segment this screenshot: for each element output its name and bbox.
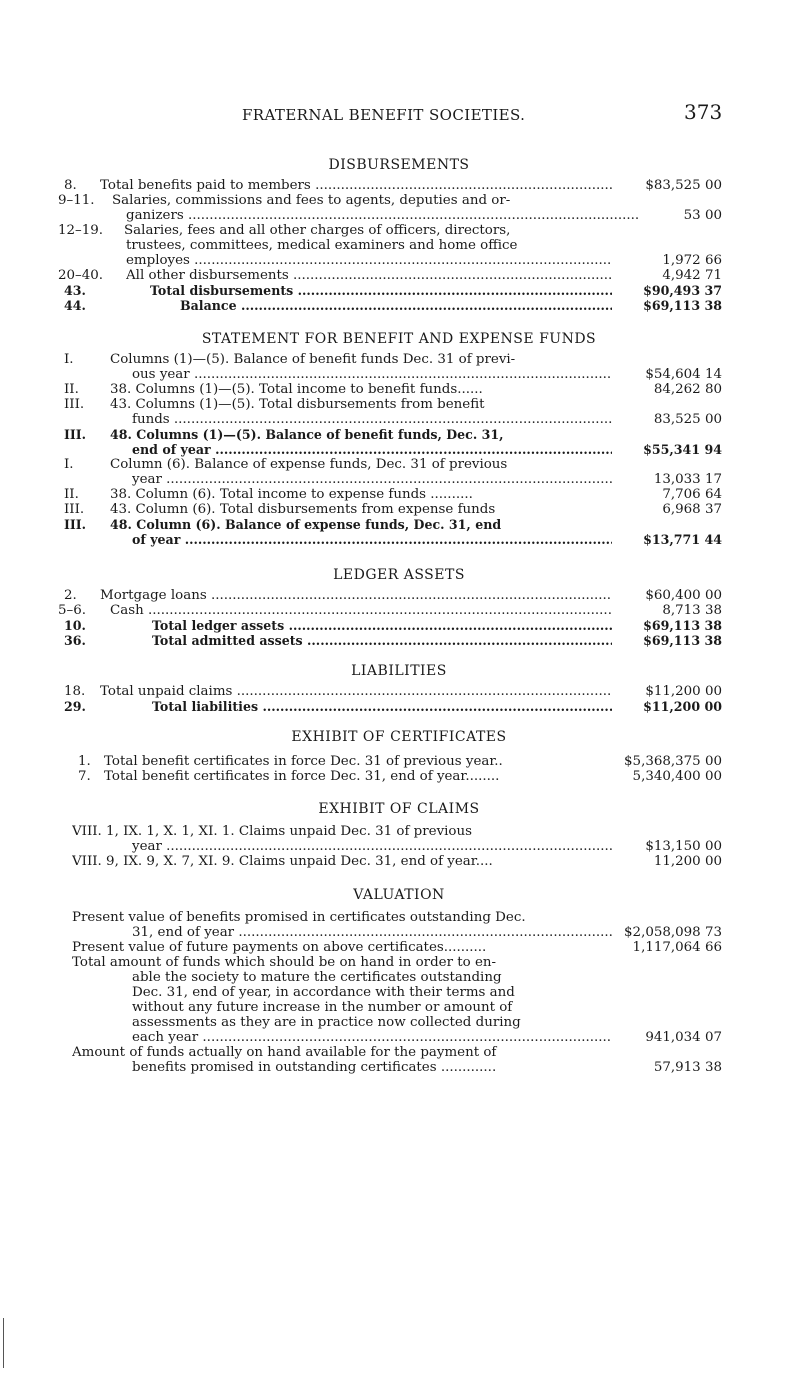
line-label: Total amount of funds which should be on hand in order to en- xyxy=(72,955,497,970)
line-label: 48. Columns (1)—(5). Balance of benefit funds, Dec. 31, xyxy=(110,427,504,442)
line-label: ganizers ..... xyxy=(68,208,638,223)
section-title: VALUATION xyxy=(353,887,445,903)
line-label: All other disbursements ..... xyxy=(126,268,612,283)
line-amount: 1,972 66 xyxy=(662,253,722,268)
line-label: employes ..... xyxy=(126,253,612,268)
table-row xyxy=(0,588,798,603)
line-label: Balance ..... xyxy=(180,298,612,313)
line-label: Total benefit certificates in force Dec. 31 of previous year.. xyxy=(104,754,503,769)
table-row xyxy=(0,769,798,784)
table-row xyxy=(0,633,798,648)
line-number: III. xyxy=(64,427,87,442)
table-row xyxy=(0,427,798,442)
liabilities-section xyxy=(0,662,798,714)
table-row xyxy=(0,824,798,839)
table-row xyxy=(0,472,798,487)
line-label: Total ledger assets ..... xyxy=(152,618,612,633)
line-label: each year ..... xyxy=(132,1030,612,1045)
line-amount: 8,713 38 xyxy=(662,603,722,618)
line-label: VIII. 1, IX. 1, X. 1, XI. 1. Claims unpaid Dec. 31 of previous xyxy=(72,824,472,839)
line-label: Amount of funds actually on hand available for the payment of xyxy=(72,1045,497,1060)
line-label: Present value of benefits promised in certificates outstanding Dec. xyxy=(72,910,526,925)
table-row xyxy=(0,925,798,940)
line-amount: $13,771 44 xyxy=(643,532,722,547)
line-number: III. xyxy=(64,517,87,532)
line-label: Dec. 31, end of year, in accordance with their terms and xyxy=(132,985,515,1000)
line-number: 1. xyxy=(78,754,91,769)
line-number: 43. xyxy=(64,283,86,298)
line-label: Cash ..... xyxy=(110,603,612,618)
line-number: III. xyxy=(64,397,85,412)
table-row xyxy=(0,1045,798,1060)
table-row xyxy=(0,854,798,869)
line-label: 43. Columns (1)—(5). Total disbursements from benefit xyxy=(110,397,485,412)
line-amount: 5,340,400 00 xyxy=(632,769,722,784)
table-row xyxy=(0,457,798,472)
line-amount: 4,942 71 xyxy=(662,268,722,283)
table-row xyxy=(0,684,798,699)
ledger-section xyxy=(0,566,798,648)
line-label: without any future increase in the number or amount of xyxy=(132,1000,513,1015)
line-label: trustees, committees, medical examiners and home office xyxy=(126,238,518,253)
line-label: Mortgage loans ..... xyxy=(100,588,612,603)
table-row xyxy=(0,487,798,502)
line-label: 31, end of year ..... xyxy=(132,925,612,940)
table-row xyxy=(0,298,798,313)
line-amount: $60,400 00 xyxy=(645,588,722,603)
line-label: Total benefits paid to members ..... xyxy=(100,178,612,193)
table-row xyxy=(0,1015,798,1030)
line-label: of year ..... xyxy=(132,532,612,547)
line-label: year ..... xyxy=(132,839,612,854)
table-row xyxy=(0,208,798,223)
line-label: Total unpaid claims ..... xyxy=(100,684,612,699)
line-label: Total disbursements ..... xyxy=(150,283,612,298)
line-amount: 53 00 xyxy=(683,208,722,223)
line-amount: $11,200 00 xyxy=(643,699,722,714)
table-row xyxy=(0,1060,798,1075)
table-row xyxy=(0,268,798,283)
line-label: Salaries, commissions and fees to agents, deputies and or- xyxy=(112,193,511,208)
line-amount: 7,706 64 xyxy=(662,487,722,502)
section-title: EXHIBIT OF CLAIMS xyxy=(318,801,480,817)
section-title: STATEMENT FOR BENEFIT AND EXPENSE FUNDS xyxy=(201,331,597,347)
line-amount: $55,341 94 xyxy=(643,442,722,457)
table-row xyxy=(0,754,798,769)
line-number: 8. xyxy=(64,178,77,193)
line-amount: $69,113 38 xyxy=(643,298,722,313)
line-number: I. xyxy=(64,352,74,367)
line-amount: $2,058,098 73 xyxy=(624,925,722,940)
page-title: FRATERNAL BENEFIT SOCIETIES. xyxy=(242,106,526,124)
line-number: 2. xyxy=(64,588,77,603)
table-row xyxy=(0,532,798,547)
running-head xyxy=(0,100,798,130)
line-label: 38. Column (6). Total income to expense funds .......... xyxy=(110,487,473,502)
table-row xyxy=(0,382,798,397)
line-amount: $83,525 00 xyxy=(645,178,722,193)
line-label: Columns (1)—(5). Balance of benefit funds Dec. 31 of previ- xyxy=(110,352,516,367)
line-number: 29. xyxy=(64,699,86,714)
table-row xyxy=(0,517,798,532)
line-label: funds ..... xyxy=(132,412,612,427)
line-number: 36. xyxy=(64,633,86,648)
line-label: 38. Columns (1)—(5). Total income to benefit funds...... xyxy=(110,382,483,397)
line-amount: $13,150 00 xyxy=(645,839,722,854)
table-row xyxy=(0,1030,798,1045)
section-title: DISBURSEMENTS xyxy=(328,157,470,173)
section-title: EXHIBIT OF CERTIFICATES xyxy=(291,729,507,745)
valuation-section xyxy=(0,886,798,1075)
section-title: LIABILITIES xyxy=(351,663,447,679)
line-number: I. xyxy=(64,457,74,472)
line-label: 43. Column (6). Total disbursements from expense funds xyxy=(110,502,496,517)
line-amount: $90,493 37 xyxy=(643,283,722,298)
line-label: benefits promised in outstanding certificates ............. xyxy=(132,1060,497,1075)
section-title: LEDGER ASSETS xyxy=(333,567,465,583)
line-amount: $5,368,375 00 xyxy=(624,754,722,769)
line-number: II. xyxy=(64,382,79,397)
table-row xyxy=(0,618,798,633)
table-row xyxy=(0,178,798,193)
certificates-section xyxy=(0,728,798,784)
line-label: able the society to mature the certificates outstanding xyxy=(132,970,502,985)
line-label: Total benefit certificates in force Dec. 31, end of year........ xyxy=(104,769,500,784)
line-label: end of year ..... xyxy=(132,442,612,457)
table-row xyxy=(0,910,798,925)
table-row xyxy=(0,223,798,238)
table-row xyxy=(0,253,798,268)
table-row xyxy=(0,367,798,382)
line-label: ous year ..... xyxy=(132,367,612,382)
line-amount: 1,117,064 66 xyxy=(632,940,722,955)
funds-section xyxy=(0,330,798,547)
line-amount: 83,525 00 xyxy=(653,412,722,427)
line-label: Salaries, fees and all other charges of officers, directors, xyxy=(124,223,511,238)
line-label: Column (6). Balance of expense funds, Dec. 31 of previous xyxy=(110,457,508,472)
table-row xyxy=(0,238,798,253)
line-amount: 84,262 80 xyxy=(653,382,722,397)
line-label: VIII. 9, IX. 9, X. 7, XI. 9. Claims unpaid Dec. 31, end of year.... xyxy=(72,854,493,869)
table-row xyxy=(0,1000,798,1015)
table-row xyxy=(0,352,798,367)
line-amount: 13,033 17 xyxy=(653,472,722,487)
line-number: 20–40. xyxy=(58,268,104,283)
table-row xyxy=(0,603,798,618)
table-row xyxy=(0,955,798,970)
line-label: assessments as they are in practice now collected during xyxy=(132,1015,521,1030)
claims-section xyxy=(0,800,798,869)
line-number: 18. xyxy=(64,684,86,699)
table-row xyxy=(0,193,798,208)
line-number: 5–6. xyxy=(58,603,86,618)
line-label: 48. Column (6). Balance of expense funds, Dec. 31, end xyxy=(110,517,502,532)
line-amount: 6,968 37 xyxy=(662,502,722,517)
table-row xyxy=(0,442,798,457)
line-amount: 11,200 00 xyxy=(653,854,722,869)
table-row xyxy=(0,699,798,714)
table-row xyxy=(0,985,798,1000)
line-label: Total admitted assets ..... xyxy=(152,633,612,648)
binding-edge-mark xyxy=(3,1318,4,1368)
table-row xyxy=(0,283,798,298)
page-number: 373 xyxy=(684,100,723,124)
line-amount: $54,604 14 xyxy=(645,367,722,382)
line-label: year ..... xyxy=(132,472,612,487)
line-number: 10. xyxy=(64,618,86,633)
line-number: 12–19. xyxy=(58,223,104,238)
table-row xyxy=(0,839,798,854)
line-number: 7. xyxy=(78,769,91,784)
table-row xyxy=(0,970,798,985)
line-amount: 941,034 07 xyxy=(645,1030,722,1045)
line-label: Total liabilities ..... xyxy=(152,699,612,714)
table-row xyxy=(0,412,798,427)
line-amount: $69,113 38 xyxy=(643,618,722,633)
line-amount: 57,913 38 xyxy=(653,1060,722,1075)
line-label: Present value of future payments on above certificates.......... xyxy=(72,940,487,955)
line-number: III. xyxy=(64,502,85,517)
disbursements-section xyxy=(0,156,798,313)
line-amount: $69,113 38 xyxy=(643,633,722,648)
line-number: 44. xyxy=(64,298,86,313)
table-row xyxy=(0,940,798,955)
line-amount: $11,200 00 xyxy=(645,684,722,699)
table-row xyxy=(0,502,798,517)
line-number: II. xyxy=(64,487,79,502)
line-number: 9–11. xyxy=(58,193,95,208)
table-row xyxy=(0,397,798,412)
